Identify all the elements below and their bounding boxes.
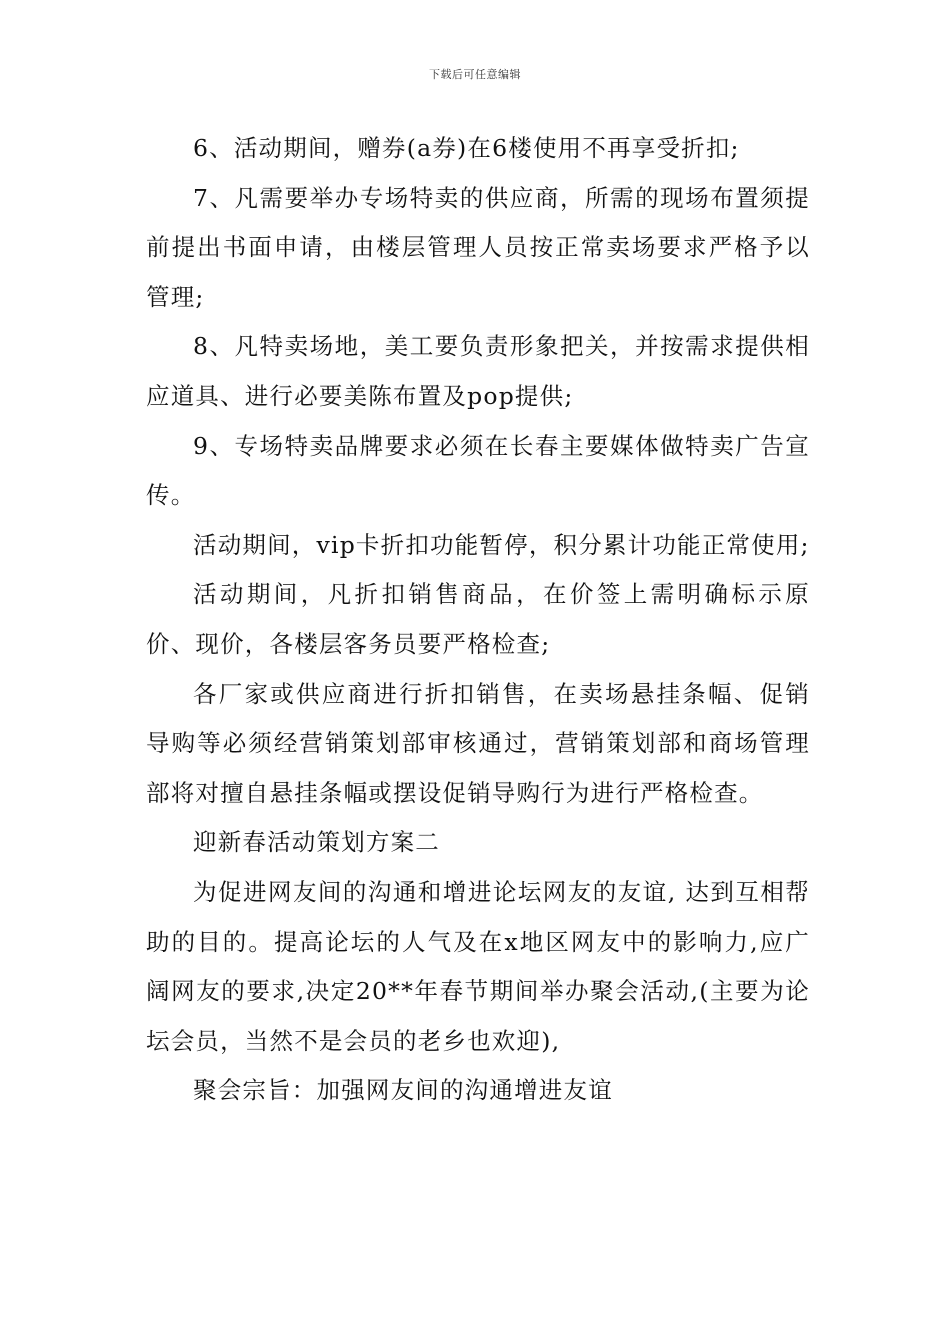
paragraph-gathering-goal: 聚会宗旨：加强网友间的沟通增进友谊 (193, 1076, 613, 1105)
paragraph-rule-7: 7、凡需要举办专场特卖的供应商，所需的现场布置须提前提出书面申请，由楼层管理人员按正常卖场要求严格予以管理; (146, 183, 810, 311)
section-heading-plan-two: 迎新春活动策划方案二 (193, 828, 440, 857)
paragraph-vip-card: 活动期间，vip卡折扣功能暂停，积分累计功能正常使用; (193, 530, 810, 559)
paragraph-rule-8: 8、凡特卖场地，美工要负责形象把关，并按需求提供相应道具、进行必要美陈布置及pop提供; (146, 332, 810, 410)
paragraph-rule-6: 6、活动期间，赠券(a券)在6楼使用不再享受折扣; (193, 134, 740, 162)
page-header-note: 下载后可任意编辑 (429, 68, 521, 81)
paragraph-price-tag: 活动期间，凡折扣销售商品，在价签上需明确标示原价、现价，各楼层客务员要严格检查; (146, 580, 810, 658)
paragraph-rule-9: 9、专场特卖品牌要求必须在长春主要媒体做特卖广告宣传。 (146, 431, 810, 510)
paragraph-plan-purpose: 为促进网友间的沟通和增进论坛网友的友谊, 达到互相帮助的目的。提高论坛的人气及在x地区网友中的影响力,应广阔网友的要求,决定20**年春节期间举办聚会活动,(主要为论坛会员，当然不是会员的老乡也欢迎), (146, 877, 810, 1055)
paragraph-vendor-promotion: 各厂家或供应商进行折扣销售，在卖场悬挂条幅、促销导购等必须经营销策划部审核通过，营销策划部和商场管理部将对擅自悬挂条幅或摆设促销导购行为进行严格检查。 (146, 679, 810, 807)
document-body (146, 124, 810, 1116)
